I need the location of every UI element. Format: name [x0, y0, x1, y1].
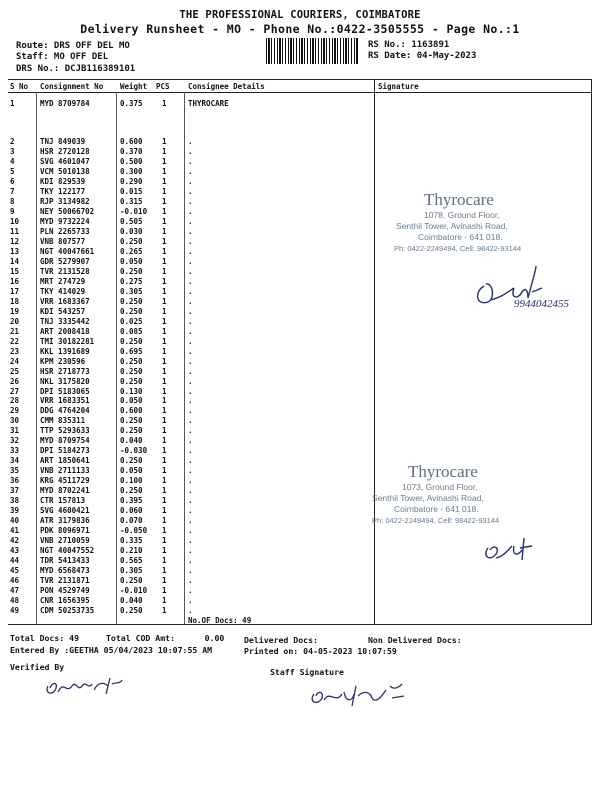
row-consignee: . — [188, 156, 193, 166]
staff-signature-label: Staff Signature — [270, 667, 344, 677]
row-sno: 6 — [10, 176, 15, 186]
row-consignee: . — [188, 586, 193, 596]
row-sno: 4 — [10, 156, 15, 166]
row-consignee: . — [188, 137, 193, 146]
row-pcs: 1 — [162, 546, 167, 556]
table-right-border — [591, 79, 592, 624]
consignee-signature — [470, 262, 580, 322]
stamp-address-line: Senthil Tower, Avinashi Road, — [396, 221, 508, 231]
column-header-consignment: Consignment No — [40, 82, 104, 91]
row-weight: -0.050 — [120, 526, 148, 536]
row-consignment-no: VNB 2710059 — [40, 536, 90, 546]
row-weight: 0.250 — [120, 606, 143, 616]
row-pcs: 1 — [162, 286, 167, 296]
row-consignee: . — [188, 266, 193, 276]
row-weight: 0.130 — [120, 386, 143, 396]
row-consignee: . — [188, 596, 193, 606]
row-consignment-no: MYD 8709754 — [40, 436, 90, 446]
barcode — [266, 38, 358, 64]
row-consignment-no: TKY 122177 — [40, 186, 86, 196]
row-consignee: . — [188, 276, 193, 286]
row-sno: 20 — [10, 316, 20, 326]
printed-on: Printed on: 04-05-2023 10:07:59 — [244, 646, 397, 656]
row-pcs: 1 — [162, 326, 167, 336]
row-sno: 27 — [10, 386, 20, 396]
row-consignee: . — [188, 316, 193, 326]
stamp-address-line: Coimbatore - 641 018. — [418, 232, 503, 242]
row-weight: 0.015 — [120, 186, 143, 196]
company-stamp — [372, 462, 582, 526]
row-consignee: . — [188, 186, 193, 196]
stamp-address-line: Ph: 0422-2249494, Cell: 98422-93144 — [394, 244, 522, 253]
row-weight: -0.010 — [120, 206, 148, 216]
row-consignee: . — [188, 506, 193, 516]
row-sno: 39 — [10, 506, 20, 516]
row-consignee: . — [188, 476, 193, 486]
row-consignee: . — [188, 436, 193, 446]
row-consignment-no: ATR 3179836 — [40, 516, 90, 526]
row-pcs: 1 — [162, 476, 167, 486]
row-consignee: . — [188, 296, 193, 306]
row-pcs: 1 — [162, 186, 167, 196]
row-pcs: 1 — [162, 99, 167, 108]
row-weight: 0.250 — [120, 576, 143, 586]
row-consignee: . — [188, 356, 193, 366]
verifier-signature — [42, 672, 132, 702]
row-consignment-no: ART 1850641 — [40, 456, 90, 466]
stamp-brand: Thyrocare — [408, 462, 478, 481]
row-weight: 0.375 — [120, 99, 143, 108]
row-sno: 1 — [10, 99, 15, 108]
row-pcs: 1 — [162, 206, 167, 216]
row-consignment-no: CNR 1656395 — [40, 596, 90, 606]
row-pcs: 1 — [162, 576, 167, 586]
row-weight: 0.565 — [120, 556, 143, 566]
row-pcs: 1 — [162, 396, 167, 406]
row-weight: -0.010 — [120, 586, 148, 596]
row-weight: 0.250 — [120, 456, 143, 466]
row-consignment-no: VRR 1683351 — [40, 396, 90, 406]
row-consignment-no: TNJ 849039 — [40, 137, 86, 146]
row-weight: 0.250 — [120, 306, 143, 316]
row-consignee: . — [188, 326, 193, 336]
company-stamp — [396, 190, 586, 254]
row-consignment-no: PON 4529749 — [40, 586, 90, 596]
row-pcs: 1 — [162, 586, 167, 596]
row-weight: 0.085 — [120, 326, 143, 336]
document-title: THE PROFESSIONAL COURIERS, COIMBATORE — [179, 9, 421, 21]
row-pcs: 1 — [162, 446, 167, 456]
row-consignee: THYROCARE — [188, 99, 229, 108]
row-consignment-no: CDM 50253735 — [40, 606, 95, 616]
row-consignment-no: DPI 5184273 — [40, 446, 90, 456]
row-consignment-no: RJP 3134982 — [40, 196, 90, 206]
column-header-sno: S No — [10, 82, 29, 91]
row-consignment-no: SVG 4600421 — [40, 506, 90, 516]
row-consignment-no: KPM 230596 — [40, 356, 86, 366]
row-consignment-no: TVR 2131528 — [40, 266, 90, 276]
row-pcs: 1 — [162, 166, 167, 176]
row-consignment-no: VNB 807577 — [40, 236, 86, 246]
column-divider — [184, 92, 185, 624]
row-consignee: . — [188, 336, 193, 346]
row-consignee: . — [188, 236, 193, 246]
row-pcs: 1 — [162, 236, 167, 246]
row-consignee: . — [188, 546, 193, 556]
row-pcs: 1 — [162, 137, 167, 146]
row-pcs: 1 — [162, 486, 167, 496]
row-consignment-no: ART 2008418 — [40, 326, 90, 336]
row-pcs: 1 — [162, 346, 167, 356]
row-weight: 0.600 — [120, 406, 143, 416]
row-consignment-no: DDG 4764204 — [40, 406, 90, 416]
row-weight: 0.040 — [120, 596, 143, 606]
row-consignee: . — [188, 396, 193, 406]
column-divider — [116, 92, 117, 624]
row-weight: 0.305 — [120, 566, 143, 576]
row-sno: 36 — [10, 476, 20, 486]
row-weight: 0.050 — [120, 396, 143, 406]
row-weight: 0.250 — [120, 266, 143, 276]
row-sno: 5 — [10, 166, 15, 176]
row-weight: 0.100 — [120, 476, 143, 486]
row-consignment-no: MYD 9732224 — [40, 216, 90, 226]
row-consignment-no: TNJ 3335442 — [40, 316, 90, 326]
row-pcs: 1 — [162, 306, 167, 316]
row-sno: 16 — [10, 276, 20, 286]
row-pcs: 1 — [162, 216, 167, 226]
consignee-signature — [480, 530, 570, 570]
row-pcs: 1 — [162, 606, 167, 616]
row-sno: 38 — [10, 496, 20, 506]
row-weight: 0.070 — [120, 516, 143, 526]
row-sno: 48 — [10, 596, 20, 606]
row-weight: 0.305 — [120, 286, 143, 296]
row-consignment-no: DPI 5183065 — [40, 386, 90, 396]
row-consignee: . — [188, 366, 193, 376]
row-consignment-no: VRR 1683367 — [40, 296, 90, 306]
row-sno: 42 — [10, 536, 20, 546]
row-consignee: . — [188, 456, 193, 466]
row-sno: 31 — [10, 426, 20, 436]
row-consignment-no: PDK 8096971 — [40, 526, 90, 536]
row-weight: 0.050 — [120, 256, 143, 266]
row-sno: 14 — [10, 256, 20, 266]
row-consignment-no: TVR 2131871 — [40, 576, 90, 586]
row-consignment-no: KDI 829539 — [40, 176, 86, 186]
row-pcs: 1 — [162, 176, 167, 186]
row-pcs: 1 — [162, 226, 167, 236]
column-divider — [36, 92, 37, 624]
entered-by: Entered By :GEETHA 05/04/2023 10:07:55 AM — [10, 645, 213, 655]
row-weight: 0.315 — [120, 196, 143, 206]
row-consignee: . — [188, 346, 193, 356]
row-pcs: 1 — [162, 376, 167, 386]
row-weight: 0.250 — [120, 356, 143, 366]
row-weight: 0.370 — [120, 146, 143, 156]
row-weight: 0.030 — [120, 226, 143, 236]
row-pcs: 1 — [162, 266, 167, 276]
row-sno: 46 — [10, 576, 20, 586]
row-weight: 0.250 — [120, 296, 143, 306]
row-consignment-no: NGT 40047552 — [40, 546, 95, 556]
row-consignment-no: MYD 8702241 — [40, 486, 90, 496]
docs-count: No.OF Docs: 49 — [188, 616, 252, 625]
row-weight: 0.250 — [120, 336, 143, 346]
row-sno: 8 — [10, 196, 15, 206]
row-consignee: . — [188, 306, 193, 316]
row-pcs: 1 — [162, 276, 167, 286]
row-consignee: . — [188, 376, 193, 386]
row-weight: 0.025 — [120, 316, 143, 326]
delivered-docs: Delivered Docs: — [244, 635, 318, 645]
row-sno: 35 — [10, 466, 20, 476]
row-weight: 0.395 — [120, 496, 143, 506]
row-sno: 47 — [10, 586, 20, 596]
row-consignment-no: SVG 4601047 — [40, 156, 90, 166]
row-sno: 40 — [10, 516, 20, 526]
column-header-consignee: Consignee Details — [188, 82, 265, 91]
row-sno: 43 — [10, 546, 20, 556]
non-delivered-docs: Non Delivered Docs: — [368, 635, 462, 645]
row-weight: 0.250 — [120, 416, 143, 426]
row-weight: 0.050 — [120, 466, 143, 476]
row-pcs: 1 — [162, 416, 167, 426]
row-consignee: . — [188, 496, 193, 506]
row-sno: 11 — [10, 226, 20, 236]
stamp-brand: Thyrocare — [424, 190, 494, 209]
row-sno: 12 — [10, 236, 20, 246]
row-sno: 18 — [10, 296, 20, 306]
route-label: Route: DRS OFF DEL MO — [16, 41, 130, 51]
row-consignee: . — [188, 446, 193, 456]
row-pcs: 1 — [162, 516, 167, 526]
handwritten-phone: 9944042455 — [514, 298, 569, 310]
signature-column-divider — [374, 79, 375, 624]
row-sno: 3 — [10, 146, 15, 156]
row-pcs: 1 — [162, 356, 167, 366]
row-weight: 0.290 — [120, 176, 143, 186]
row-weight: 0.060 — [120, 506, 143, 516]
row-consignee: . — [188, 286, 193, 296]
row-pcs: 1 — [162, 556, 167, 566]
row-pcs: 1 — [162, 156, 167, 166]
row-consignee: . — [188, 526, 193, 536]
row-sno: 25 — [10, 366, 20, 376]
row-consignee: . — [188, 486, 193, 496]
row-consignment-no: TTP 5293633 — [40, 426, 90, 436]
row-consignment-no: KKL 1391689 — [40, 346, 90, 356]
row-sno: 45 — [10, 566, 20, 576]
row-pcs: 1 — [162, 506, 167, 516]
row-weight: 0.250 — [120, 236, 143, 246]
row-consignee: . — [188, 216, 193, 226]
row-weight: 0.250 — [120, 376, 143, 386]
total-docs: Total Docs: 49 — [10, 633, 80, 643]
row-pcs: 1 — [162, 426, 167, 436]
row-consignee: . — [188, 386, 193, 396]
row-consignee: . — [188, 556, 193, 566]
row-pcs: 1 — [162, 246, 167, 256]
document-subtitle: Delivery Runsheet - MO - Phone No.:0422-3505555 - Page No.:1 — [80, 22, 520, 36]
table-header-rule — [8, 92, 592, 93]
row-consignee: . — [188, 566, 193, 576]
staff-signature — [306, 678, 416, 712]
stamp-address-line: Coimbatore - 641 018. — [394, 504, 479, 514]
row-pcs: 1 — [162, 256, 167, 266]
table-top-rule — [8, 79, 592, 80]
row-weight: 0.265 — [120, 246, 143, 256]
row-sno: 26 — [10, 376, 20, 386]
row-pcs: 1 — [162, 316, 167, 326]
row-consignment-no: PLN 2265733 — [40, 226, 90, 236]
row-pcs: 1 — [162, 296, 167, 306]
row-consignee: . — [188, 176, 193, 186]
row-pcs: 1 — [162, 336, 167, 346]
row-consignee: . — [188, 166, 193, 176]
row-weight: 0.040 — [120, 436, 143, 446]
row-consignee: . — [188, 226, 193, 236]
row-pcs: 1 — [162, 596, 167, 606]
row-consignment-no: GDR 5279907 — [40, 256, 90, 266]
row-sno: 21 — [10, 326, 20, 336]
row-pcs: 1 — [162, 496, 167, 506]
row-weight: 0.250 — [120, 366, 143, 376]
row-sno: 49 — [10, 606, 20, 616]
row-consignment-no: HSR 2720128 — [40, 146, 90, 156]
row-weight: 0.600 — [120, 137, 143, 146]
row-sno: 30 — [10, 416, 20, 426]
row-consignee: . — [188, 536, 193, 546]
row-sno: 13 — [10, 246, 20, 256]
row-weight: 0.300 — [120, 166, 143, 176]
row-consignee: . — [188, 416, 193, 426]
row-sno: 17 — [10, 286, 20, 296]
row-weight: 0.250 — [120, 426, 143, 436]
row-consignment-no: TMI 30182281 — [40, 336, 95, 346]
total-cod-amount: Total COD Amt: 0.00 — [106, 633, 225, 643]
row-pcs: 1 — [162, 386, 167, 396]
column-header-signature: Signature — [378, 82, 419, 91]
row-pcs: 1 — [162, 436, 167, 446]
row-consignee: . — [188, 146, 193, 156]
column-header-weight: Weight — [120, 82, 148, 91]
row-pcs: 1 — [162, 146, 167, 156]
staff-label: Staff: MO OFF DEL — [16, 52, 109, 62]
row-consignment-no: HSR 2718773 — [40, 366, 90, 376]
row-weight: 0.500 — [120, 156, 143, 166]
rs-date: RS Date: 04-May-2023 — [368, 51, 477, 61]
column-header-pcs: PCS — [156, 82, 170, 91]
row-weight: 0.695 — [120, 346, 143, 356]
row-consignee: . — [188, 466, 193, 476]
row-consignment-no: CMM 835311 — [40, 416, 86, 426]
row-consignment-no: NEY 50066702 — [40, 206, 95, 216]
row-sno: 9 — [10, 206, 15, 216]
row-sno: 2 — [10, 137, 15, 146]
row-pcs: 1 — [162, 466, 167, 476]
table-bottom-rule — [8, 624, 592, 625]
row-sno: 28 — [10, 396, 20, 406]
row-weight: 0.505 — [120, 216, 143, 226]
row-consignment-no: NKL 3175820 — [40, 376, 90, 386]
row-weight: 0.250 — [120, 486, 143, 496]
row-pcs: 1 — [162, 406, 167, 416]
row-consignee: . — [188, 426, 193, 436]
row-pcs: 1 — [162, 566, 167, 576]
row-consignee: . — [188, 576, 193, 586]
row-consignment-no: KDI 543257 — [40, 306, 86, 316]
stamp-address-line: Ph: 0422-2249494, Cell: 98422-93144 — [372, 516, 500, 525]
stamp-address-line: 1078, Ground Floor, — [424, 210, 500, 220]
row-pcs: 1 — [162, 456, 167, 466]
row-consignee: . — [188, 246, 193, 256]
stamp-address-line: Senthil Tower, Avinashi Road, — [372, 493, 484, 503]
row-sno: 15 — [10, 266, 20, 276]
row-consignment-no: NGT 40047661 — [40, 246, 95, 256]
row-sno: 23 — [10, 346, 20, 356]
row-sno: 33 — [10, 446, 20, 456]
row-consignment-no: KRG 4511729 — [40, 476, 90, 486]
verified-by-label: Verified By — [10, 662, 65, 672]
row-consignee: . — [188, 516, 193, 526]
row-consignment-no: CTR 157813 — [40, 496, 86, 506]
row-weight: -0.030 — [120, 446, 148, 456]
row-consignee: . — [188, 206, 193, 216]
row-consignment-no: TKY 414029 — [40, 286, 86, 296]
row-pcs: 1 — [162, 366, 167, 376]
row-sno: 7 — [10, 186, 15, 196]
row-pcs: 1 — [162, 536, 167, 546]
row-consignee: . — [188, 606, 193, 616]
row-consignment-no: MYD 8709784 — [40, 99, 90, 108]
row-consignee: . — [188, 196, 193, 206]
row-sno: 37 — [10, 486, 20, 496]
row-consignee: . — [188, 406, 193, 416]
row-sno: 10 — [10, 216, 20, 226]
row-sno: 44 — [10, 556, 20, 566]
row-consignment-no: MYD 6568473 — [40, 566, 90, 576]
row-sno: 24 — [10, 356, 20, 366]
row-weight: 0.335 — [120, 536, 143, 546]
stamp-address-line: 1073, Ground Floor, — [402, 482, 478, 492]
row-pcs: 1 — [162, 196, 167, 206]
drs-number: DRS No.: DCJB116389101 — [16, 64, 136, 74]
row-sno: 34 — [10, 456, 20, 466]
row-consignment-no: TDR 5413433 — [40, 556, 90, 566]
row-weight: 0.275 — [120, 276, 143, 286]
row-consignment-no: MRT 274729 — [40, 276, 86, 286]
row-consignment-no: VNB 2711133 — [40, 466, 90, 476]
row-sno: 22 — [10, 336, 20, 346]
row-pcs: 1 — [162, 526, 167, 536]
row-consignment-no: VCM 5010138 — [40, 166, 90, 176]
row-sno: 19 — [10, 306, 20, 316]
row-sno: 32 — [10, 436, 20, 446]
row-sno: 29 — [10, 406, 20, 416]
row-weight: 0.210 — [120, 546, 143, 556]
row-sno: 41 — [10, 526, 20, 536]
row-consignee: . — [188, 256, 193, 266]
rs-number: RS No.: 1163891 — [368, 40, 450, 50]
